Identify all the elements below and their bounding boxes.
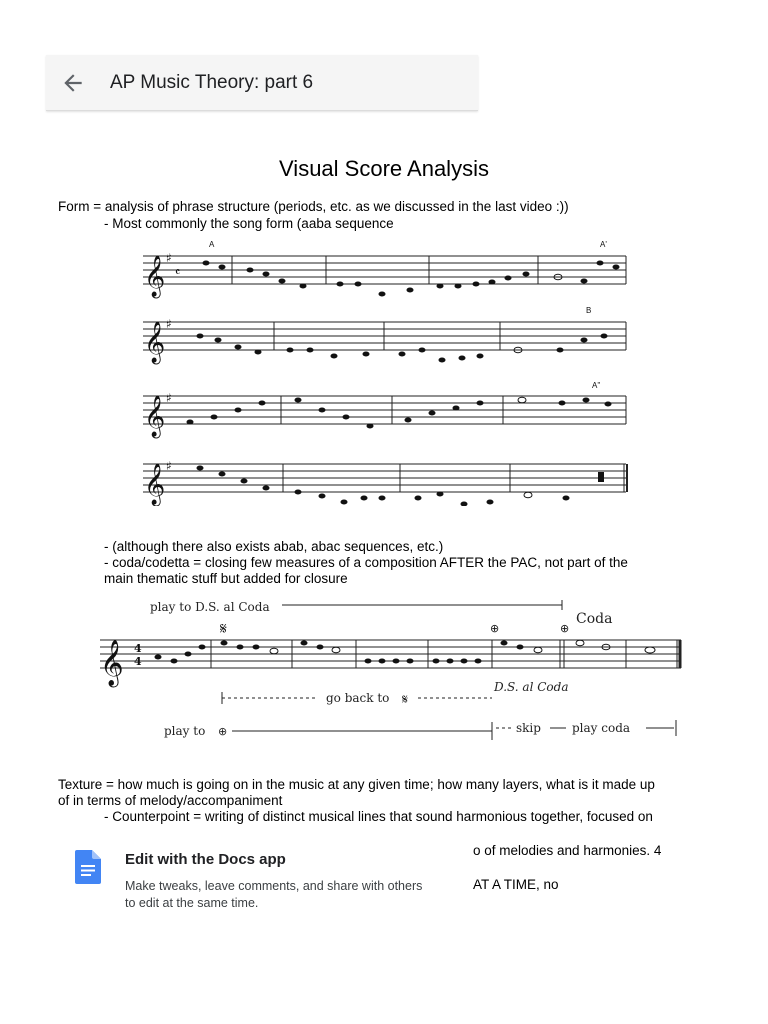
svg-text:𝄋: 𝄋	[402, 692, 409, 708]
partial-text-2: AT A TIME, no	[473, 877, 559, 892]
google-docs-icon	[75, 850, 101, 889]
play-coda-label: play coda	[572, 721, 631, 735]
go-back-label: go back to	[326, 691, 390, 705]
arrow-back-icon[interactable]	[60, 70, 86, 96]
section-label: A''	[592, 381, 601, 390]
aaba-score-image	[138, 236, 630, 506]
svg-text:⊕: ⊕	[218, 725, 228, 738]
ds-al-coda-label: D.S. al Coda	[494, 680, 569, 694]
svg-text:𝄞: 𝄞	[100, 640, 124, 686]
document-title: AP Music Theory: part 6	[110, 72, 314, 93]
svg-text:𝄋: 𝄋	[220, 619, 227, 638]
svg-text:𝄞: 𝄞	[144, 256, 166, 297]
svg-text:4: 4	[134, 655, 142, 668]
other-sequences-text: - (although there also exists abab, abac sequences, etc.)	[104, 539, 444, 554]
texture-text-1: Texture = how much is going on in the music at any given time; how many layers, what is it made up	[58, 777, 655, 792]
counterpoint-text: - Counterpoint = writing of distinct musical lines that sound harmonious together, focused on	[104, 809, 653, 824]
coda-score-image	[96, 594, 688, 754]
section-label: A	[209, 240, 215, 249]
svg-text:𝄞: 𝄞	[144, 464, 166, 505]
svg-text:♯: ♯	[166, 317, 172, 331]
coda-text-2: main thematic stuff but added for closure	[104, 571, 348, 586]
banner-description: Make tweaks, leave comments, and share with others to edit at the same time.	[125, 879, 423, 910]
coda-label: Coda	[576, 611, 613, 627]
play-to-label: play to	[164, 724, 206, 738]
section-label: A'	[600, 240, 607, 249]
svg-text:♯: ♯	[166, 391, 172, 405]
banner-title: Edit with the Docs app	[125, 851, 286, 868]
svg-text:♯: ♯	[166, 459, 172, 473]
texture-text-2: of in terms of melody/accompaniment	[58, 793, 283, 808]
svg-text:𝄴: 𝄴	[175, 265, 181, 279]
partial-text-1: o of melodies and harmonies. 4	[473, 843, 662, 858]
svg-text:𝄞: 𝄞	[144, 396, 166, 437]
coda-text-1: - coda/codetta = closing few measures of a composition AFTER the PAC, not part of the	[104, 555, 628, 570]
page-heading: Visual Score Analysis	[279, 156, 489, 181]
svg-text:⊕: ⊕	[560, 622, 570, 635]
app-header	[46, 55, 478, 111]
svg-text:𝄞: 𝄞	[144, 322, 166, 363]
form-text: Form = analysis of phrase structure (periods, etc. as we discussed in the last video :))	[58, 199, 569, 214]
song-form-text: - Most commonly the song form (aaba sequence	[104, 216, 394, 231]
play-to-ds-label: play to D.S. al Coda	[150, 600, 270, 614]
svg-text:4: 4	[134, 642, 142, 655]
skip-label: skip	[516, 721, 541, 735]
svg-text:♯: ♯	[166, 251, 172, 265]
svg-text:⊕: ⊕	[490, 622, 500, 635]
docs-app-banner[interactable]	[56, 830, 470, 920]
section-label: B	[586, 306, 592, 315]
